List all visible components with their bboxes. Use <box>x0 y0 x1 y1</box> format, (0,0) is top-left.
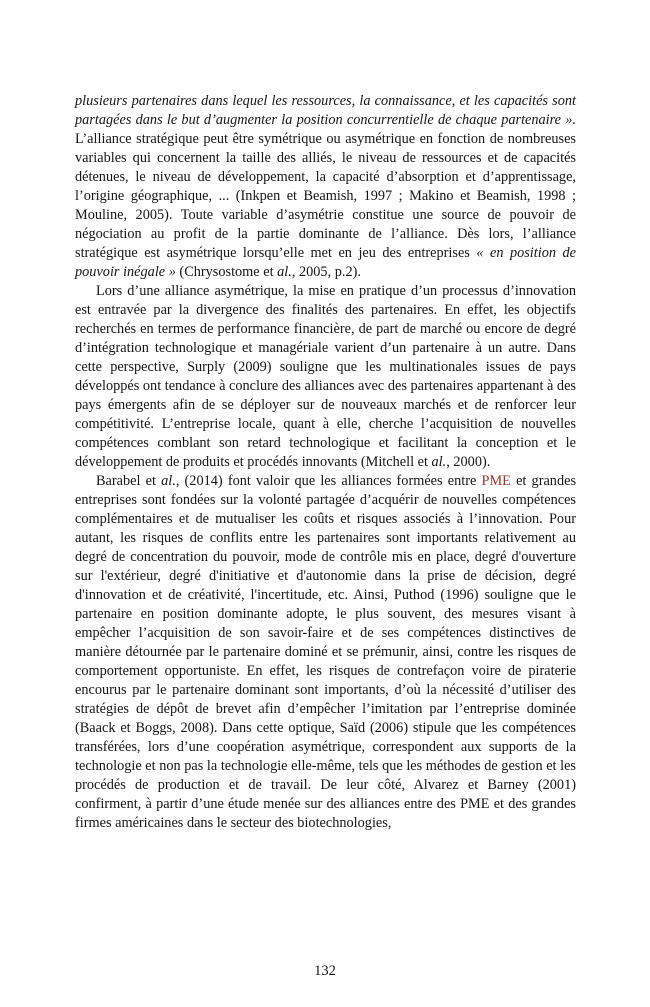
text-run: Barabel et <box>96 473 162 489</box>
paragraph <box>75 92 576 282</box>
paragraph <box>75 282 576 472</box>
text-run: Lors d’une alliance asymétrique, la mise en pratique d’un processus d’innovation est entravée par la divergence des finalités des partenaires. En effet, les objectifs recherchés en termes de performance financière, de part de marché ou encore de degré d’intégration technologique et managériale varient d’un partenaire à un autre. Dans cette perspective, Surply (2009) souligne que les multinationales issues de pays développés ont tendance à conclure des alliances avec des partenaires appartenant à des pays émergents afin de se déployer sur de nouveaux marchés et de renforcer leur compétitivité. L’entreprise locale, quant à elle, cherche l’acquisition de nouvelles compétences comblant son retard technologique et facilitant la conception et le développement de produits et procédés innovants (Mitchell et <box>75 283 576 470</box>
italic-text-run: al. <box>277 264 292 280</box>
italic-text-run: al. <box>161 473 176 489</box>
text-run: L’alliance stratégique peut être symétrique ou asymétrique en fonction de nombreuses variables qui concernent la taille des alliés, le niveau de ressources et de capacités détenues, le niveau de développement, la capacité d’absorption et d’apprentissage, l’origine géographique, ... (Inkpen et Beamish, 1997 ; Makino et Beamish, 1998 ; Mouline, 2005). Toute variable d’asymétrie constitue une source de pouvoir de négociation au profit de la partie dominante de l’alliance. Dès lors, l’alliance stratégique est asymétrique lorsqu’elle met en jeu des entreprises <box>75 131 576 261</box>
text-run: , (2014) font valoir que les alliances formées entre <box>175 473 482 489</box>
italic-text-run: al. <box>431 454 447 470</box>
text-run: , 2000). <box>446 454 491 470</box>
text-run: et grandes entreprises sont fondées sur la volonté partagée d’acquérir de nouvelles compétences complémentaires et de mutualiser les coûts et risques associés à l’innovation. Pour autant, les risques de conflits entre les partenaires sont importants relativement au degré de concentration du pouvoir, mode de contrôle mis en place, degré d'ouverture sur l'extérieur, degré d'initiative et d'autonomie dans la prise de décision, degré d'innovation et de créativité, l'incertitude, etc. Ainsi, Puthod (1996) souligne que le partenaire en position dominante adopte, le plus souvent, des mesures visant à empêcher l’acquisition de son savoir-faire et de ses compétences distinctives de manière détournée par le partenaire dominé et se prémunir, ainsi, contre les risques de comportement opportuniste. En effet, les risques de contrefaçon voire de piraterie encourus par le partenaire dominant sont importants, d’où la nécessité d’utiliser des stratégies de dépôt de brevet afin d’empêcher l’imitation par l’entreprise dominée (Baack et Boggs, 2008). Dans cette optique, Saïd (2006) stipule que les compétences transférées, lors d’une coopération asymétrique, correspondent aux supports de la technologie et non pas la technologie elle-même, tels que les méthodes de gestion et les procédés de production et de travail. De leur côté, Alvarez et Barney (2001) confirment, à partir d’une étude menée sur des alliances entre des PME et des grandes firmes américaines dans le secteur des biotechnologies, <box>75 473 577 831</box>
italic-text-run: plusieurs partenaires dans lequel les ressources, la connaissance, et les capacités sont partagées dans le but d’augmenter la position concurrentielle de chaque partenaire ». <box>75 93 576 128</box>
paragraph <box>75 472 576 833</box>
highlighted-term: PME <box>481 473 511 489</box>
text-run: (Chrysostome et <box>175 264 278 280</box>
body-text-area <box>75 92 576 833</box>
page-number: 132 <box>314 963 336 979</box>
italic-text-run: « en position de pouvoir inégale » <box>75 245 576 280</box>
text-run: , 2005, p.2). <box>291 264 361 280</box>
